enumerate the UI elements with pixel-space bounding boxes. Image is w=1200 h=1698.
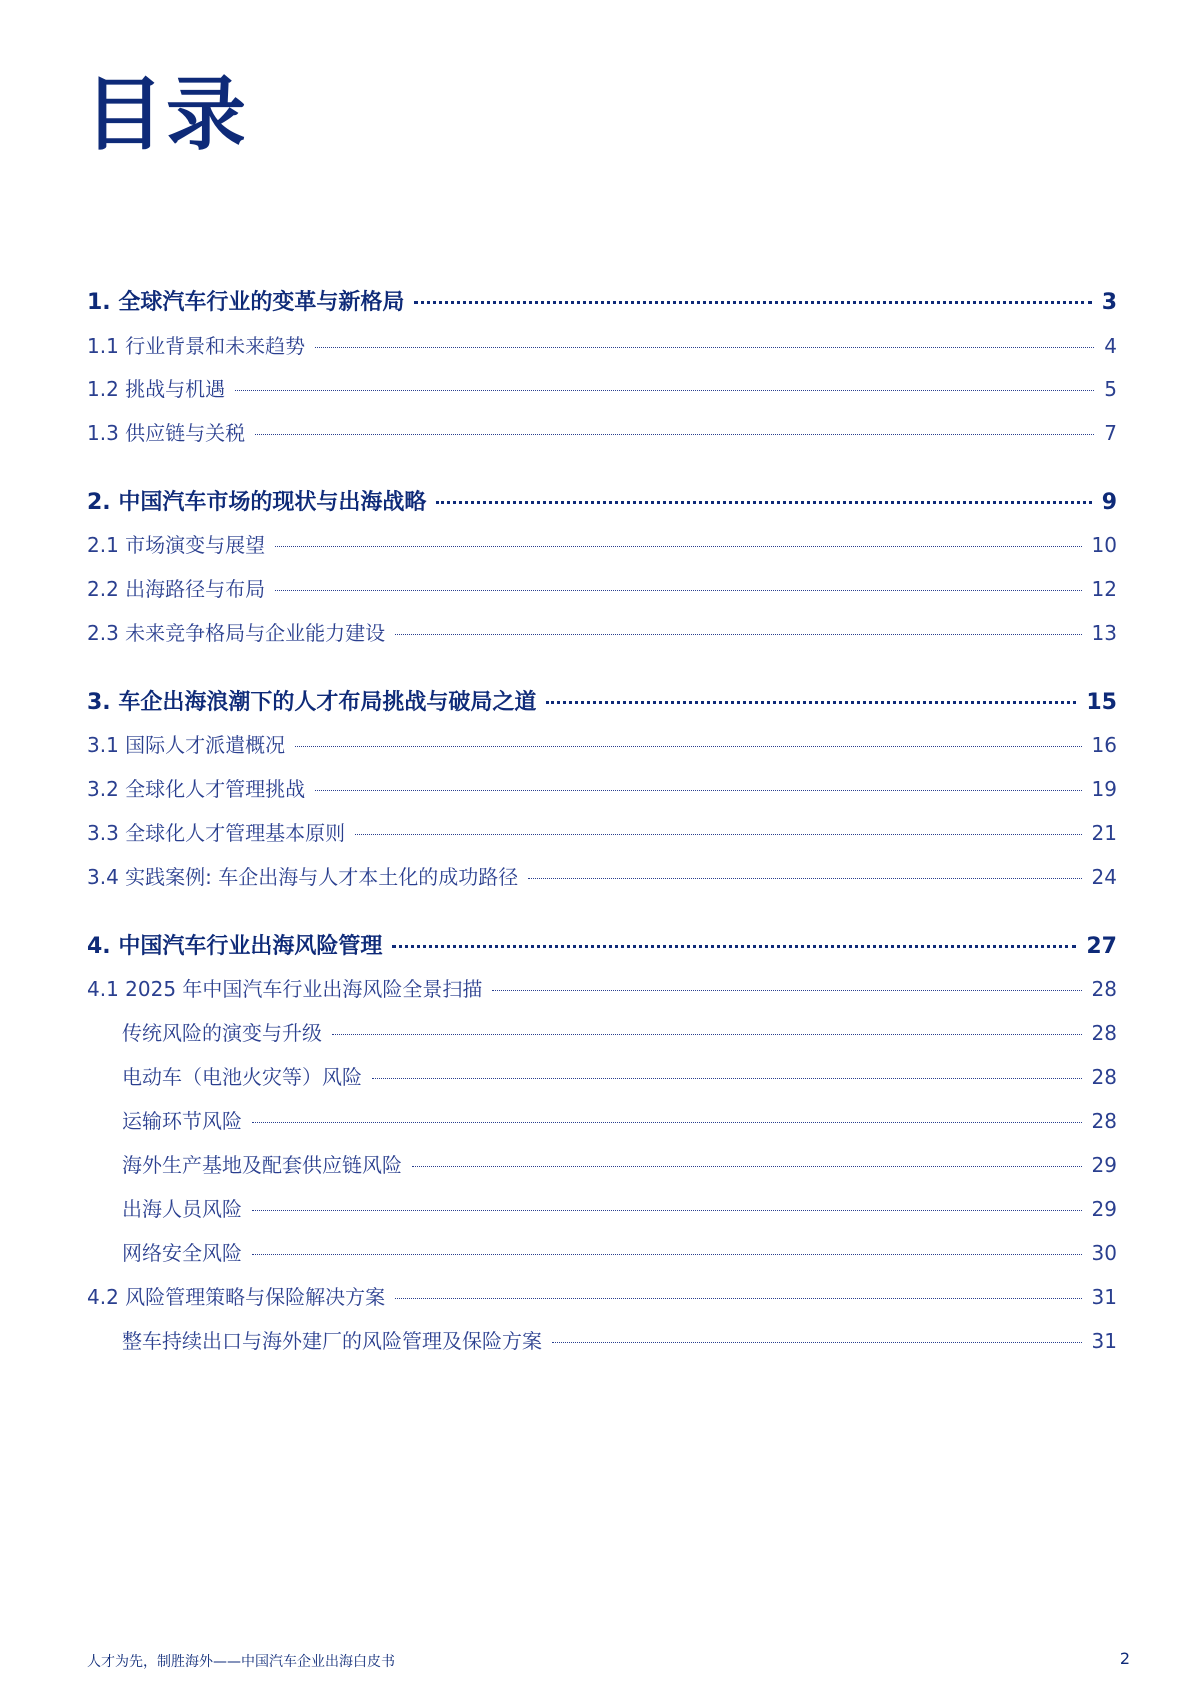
toc-label: 3.2 全球化人才管理挑战 xyxy=(87,777,306,801)
footer-document-title: 人才为先，制胜海外——中国汽车企业出海白皮书 xyxy=(87,1654,395,1670)
dot-leader xyxy=(332,1034,1082,1035)
toc-label: 2.2 出海路径与布局 xyxy=(87,577,266,601)
dot-leader xyxy=(252,1122,1082,1123)
footer-page-number: 2 xyxy=(1119,1649,1130,1668)
toc-page-number: 21 xyxy=(1091,821,1117,845)
dot-leader xyxy=(395,1298,1081,1299)
toc-page-number: 5 xyxy=(1104,377,1117,401)
toc-label: 3. 车企出海浪潮下的人才布局挑战与破局之道 xyxy=(87,690,537,715)
toc-page-number: 15 xyxy=(1086,690,1117,715)
toc-page-number: 16 xyxy=(1091,733,1117,757)
toc-section-3[interactable] xyxy=(87,685,1117,716)
toc-subitem-export-plant-insurance[interactable] xyxy=(122,1325,1117,1354)
toc-section-2[interactable] xyxy=(87,485,1117,516)
toc-label: 整车持续出口与海外建厂的风险管理及保险方案 xyxy=(122,1329,542,1353)
toc-section-3-2[interactable] xyxy=(87,773,1117,802)
toc-page-number: 29 xyxy=(1091,1197,1117,1221)
dot-leader xyxy=(315,347,1094,348)
toc-page-number: 24 xyxy=(1091,865,1117,889)
toc-section-4-1[interactable] xyxy=(87,973,1117,1002)
toc-section-1-2[interactable] xyxy=(87,373,1117,402)
toc-label: 4. 中国汽车行业出海风险管理 xyxy=(87,934,383,959)
dot-leader xyxy=(492,990,1081,991)
toc-label: 网络安全风险 xyxy=(122,1241,242,1265)
toc-label: 1.1 行业背景和未来趋势 xyxy=(87,334,306,358)
toc-subitem-ev-risk[interactable] xyxy=(122,1061,1117,1090)
toc-page-number: 10 xyxy=(1091,533,1117,557)
toc-page-number: 19 xyxy=(1091,777,1117,801)
toc-label: 海外生产基地及配套供应链风险 xyxy=(122,1153,402,1177)
dot-leader xyxy=(275,590,1081,591)
toc-page-number: 9 xyxy=(1101,490,1117,515)
dot-leader xyxy=(552,1342,1082,1343)
toc-page-number: 31 xyxy=(1091,1329,1117,1353)
toc-section-3-4[interactable] xyxy=(87,861,1117,890)
dot-leader xyxy=(546,701,1076,704)
toc-page-number: 12 xyxy=(1091,577,1117,601)
dot-leader xyxy=(315,790,1081,791)
toc-label: 1. 全球汽车行业的变革与新格局 xyxy=(87,290,405,315)
toc-section-2-2[interactable] xyxy=(87,573,1117,602)
toc-page-number: 27 xyxy=(1086,934,1117,959)
toc-subitem-cyber-risk[interactable] xyxy=(122,1237,1117,1266)
dot-leader xyxy=(528,878,1081,879)
toc-page-number: 28 xyxy=(1091,977,1117,1001)
toc-page-number: 28 xyxy=(1091,1021,1117,1045)
dot-leader xyxy=(275,546,1081,547)
toc-section-3-1[interactable] xyxy=(87,729,1117,758)
toc-label: 1.3 供应链与关税 xyxy=(87,421,246,445)
toc-label: 2.1 市场演变与展望 xyxy=(87,533,266,557)
dot-leader xyxy=(295,746,1081,747)
dot-leader xyxy=(372,1078,1082,1079)
toc-page-number: 4 xyxy=(1104,334,1117,358)
dot-leader xyxy=(252,1210,1082,1211)
toc-section-1-1[interactable] xyxy=(87,330,1117,359)
toc-page-number: 28 xyxy=(1091,1065,1117,1089)
toc-section-2-3[interactable] xyxy=(87,617,1117,646)
toc-label: 运输环节风险 xyxy=(122,1109,242,1133)
toc-label: 1.2 挑战与机遇 xyxy=(87,377,226,401)
toc-section-4[interactable] xyxy=(87,929,1117,960)
toc-section-2-1[interactable] xyxy=(87,529,1117,558)
toc-label: 传统风险的演变与升级 xyxy=(122,1021,322,1045)
dot-leader xyxy=(355,834,1081,835)
toc-label: 4.2 风险管理策略与保险解决方案 xyxy=(87,1285,386,1309)
toc-label: 3.4 实践案例: 车企出海与人才本土化的成功路径 xyxy=(87,865,519,889)
toc-section-1[interactable] xyxy=(87,285,1117,316)
toc-page-number: 31 xyxy=(1091,1285,1117,1309)
toc-label: 电动车（电池火灾等）风险 xyxy=(122,1065,362,1089)
toc-page-number: 30 xyxy=(1091,1241,1117,1265)
toc-page-number: 29 xyxy=(1091,1153,1117,1177)
toc-label: 出海人员风险 xyxy=(122,1197,242,1221)
dot-leader xyxy=(395,634,1081,635)
toc-page-number: 3 xyxy=(1101,290,1117,315)
dot-leader xyxy=(436,501,1091,504)
toc-page-number: 13 xyxy=(1091,621,1117,645)
toc-section-4-2[interactable] xyxy=(87,1281,1117,1310)
toc-label: 3.1 国际人才派遣概况 xyxy=(87,733,286,757)
toc-label: 2.3 未来竞争格局与企业能力建设 xyxy=(87,621,386,645)
toc-page-number: 7 xyxy=(1104,421,1117,445)
toc-section-3-3[interactable] xyxy=(87,817,1117,846)
page-title: 目录 xyxy=(84,68,248,161)
toc-page-number: 28 xyxy=(1091,1109,1117,1133)
toc-subitem-traditional-risk[interactable] xyxy=(122,1017,1117,1046)
dot-leader xyxy=(252,1254,1082,1255)
toc-label: 2. 中国汽车市场的现状与出海战略 xyxy=(87,490,427,515)
dot-leader xyxy=(235,390,1094,391)
toc-subitem-personnel-risk[interactable] xyxy=(122,1193,1117,1222)
dot-leader xyxy=(255,434,1094,435)
dot-leader xyxy=(392,945,1076,948)
toc-label: 4.1 2025 年中国汽车行业出海风险全景扫描 xyxy=(87,977,483,1001)
dot-leader xyxy=(414,301,1091,304)
dot-leader xyxy=(412,1166,1082,1167)
toc-label: 3.3 全球化人才管理基本原则 xyxy=(87,821,346,845)
toc-subitem-transport-risk[interactable] xyxy=(122,1105,1117,1134)
toc-subitem-overseas-production-risk[interactable] xyxy=(122,1149,1117,1178)
toc-section-1-3[interactable] xyxy=(87,417,1117,446)
